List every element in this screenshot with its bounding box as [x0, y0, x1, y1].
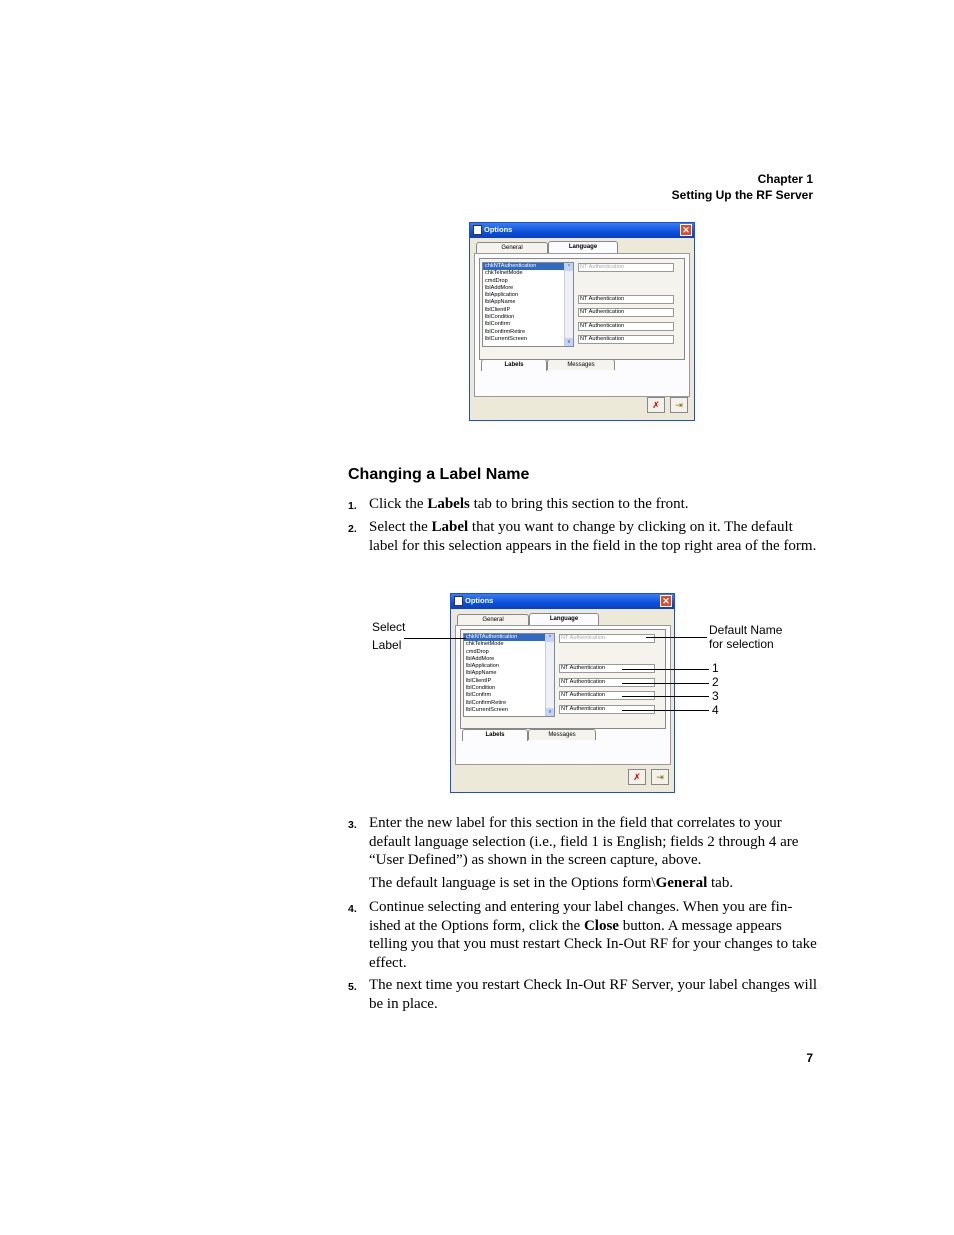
step-text: Click the [369, 496, 428, 512]
list-item[interactable]: cmdDrop [485, 277, 508, 284]
tab-labels[interactable]: Labels [462, 729, 528, 741]
language-panel [474, 253, 690, 397]
label-field-1[interactable]: NT Authentication [578, 295, 674, 304]
label-field-4[interactable]: NT Authentication [559, 705, 655, 714]
step-number: 4. [348, 903, 357, 915]
chapter-title: Setting Up the RF Server [671, 188, 813, 202]
close-keyword: Close [583, 917, 619, 934]
list-item[interactable]: lblConfirm [485, 321, 511, 328]
options-dialog-screenshot-1 [469, 222, 695, 421]
callout-line-4 [622, 710, 709, 711]
list-item[interactable]: chkNTAuthentication [483, 263, 573, 270]
step-5 [348, 976, 818, 1013]
list-item[interactable]: lblCurrentScreen [485, 335, 527, 342]
step-text: Enter the new label for this section in the field that correlates to your default language selection (i.e., field 1 is English; fields 2 through 4 are “User Defined”) as shown in the screen capture, above. [369, 815, 799, 869]
tab-language[interactable]: Language [548, 241, 618, 253]
step-text: that you want to change by clicking on it. The default label for this selection appears in the field in the top right area of the form. [369, 519, 817, 554]
list-item[interactable]: lblAddMore [485, 284, 514, 291]
list-item[interactable]: lblAddMore [466, 655, 495, 662]
dialog-title: Options [465, 596, 494, 605]
step-text: tab to bring this section to the front. [469, 496, 689, 512]
close-icon[interactable]: ✕ [680, 224, 692, 236]
app-icon [454, 596, 463, 606]
callout-line-default [646, 637, 707, 638]
callout-for-selection: for selection [709, 637, 774, 651]
label-field-2[interactable]: NT Authentication [578, 308, 674, 317]
dialog-title-bar [470, 223, 694, 238]
dialog-title-bar [451, 594, 674, 609]
tab-general[interactable]: General [457, 614, 529, 625]
step-3 [348, 814, 818, 870]
list-item[interactable]: lblApplication [466, 663, 499, 670]
step-text: The next time you restart Check In-Out RF Server, your label changes will be in place. [369, 977, 818, 1012]
tab-messages[interactable]: Messages [547, 359, 615, 370]
label-field-2[interactable]: NT Authentication [559, 678, 655, 687]
tab-language[interactable]: Language [529, 613, 599, 625]
scroll-down-icon[interactable]: v [565, 338, 573, 346]
page-number: 7 [806, 1051, 813, 1065]
callout-label: Label [372, 638, 402, 652]
labels-keyword: Labels [427, 496, 470, 512]
tab-labels[interactable]: Labels [481, 359, 547, 371]
section-heading: Changing a Label Name [348, 466, 530, 483]
list-item[interactable]: cmdDrop [466, 648, 489, 655]
scroll-up-icon[interactable]: ^ [546, 634, 554, 642]
list-item[interactable]: lblCurrentScreen [466, 706, 508, 713]
default-name-field[interactable]: NT Authentication [559, 634, 655, 643]
step-1 [348, 495, 818, 514]
callout-number-2: 2 [712, 675, 719, 689]
callout-default-name: Default Name [709, 623, 783, 637]
label-field-3[interactable]: NT Authentication [578, 322, 674, 331]
list-item[interactable]: chkTelnetMode [485, 270, 523, 277]
note-text: The default language is set in the Options form\ [369, 875, 656, 891]
list-item[interactable]: lblConfirmRetire [485, 328, 526, 335]
list-item[interactable]: chkNTAuthentication [464, 634, 554, 641]
callout-line-2 [622, 683, 709, 684]
list-item[interactable]: lblConfirm [466, 692, 492, 699]
step-number: 3. [348, 819, 357, 831]
step-text: Select the [369, 519, 432, 535]
list-item[interactable]: lblClientIP [466, 677, 492, 684]
callout-line-3 [622, 696, 709, 697]
note-text: tab. [707, 875, 734, 891]
step-2 [348, 518, 818, 555]
list-item[interactable]: lblAppName [485, 299, 516, 306]
app-icon [473, 225, 482, 235]
callout-number-3: 3 [712, 689, 719, 703]
chapter-label: Chapter 1 [757, 172, 813, 186]
label-keyword: Label [431, 519, 469, 535]
step-number: 5. [348, 981, 357, 993]
general-keyword: General [655, 875, 708, 891]
label-list[interactable] [482, 262, 574, 347]
list-item[interactable]: lblClientIP [485, 306, 511, 313]
callout-line-select [404, 638, 466, 639]
list-item[interactable]: lblAppName [466, 670, 497, 677]
scroll-down-icon[interactable]: v [546, 708, 554, 716]
exit-button[interactable]: ⇥ [670, 397, 688, 413]
callout-number-1: 1 [712, 661, 719, 675]
cancel-button[interactable]: ✗ [628, 769, 646, 785]
labels-panel [479, 258, 685, 360]
callout-select: Select [372, 620, 406, 634]
default-name-field[interactable]: NT Authentication [578, 263, 674, 272]
step-number: 1. [348, 500, 357, 512]
list-item[interactable]: lblCondition [485, 314, 515, 321]
label-field-1[interactable]: NT Authentication [559, 664, 655, 673]
scrollbar[interactable] [564, 263, 573, 346]
tab-messages[interactable]: Messages [528, 729, 596, 740]
step-text: Continue selecting and entering your label changes. When you are fin-ished at the Options form, click the [369, 899, 793, 934]
dialog-title: Options [484, 225, 513, 234]
close-icon[interactable]: ✕ [660, 595, 672, 607]
step-number: 2. [348, 523, 357, 535]
label-field-4[interactable]: NT Authentication [578, 335, 674, 344]
step-3-note [369, 874, 819, 893]
exit-button[interactable]: ⇥ [651, 769, 669, 785]
scrollbar[interactable] [545, 634, 554, 716]
callout-line-1 [622, 669, 709, 670]
language-panel [455, 625, 671, 765]
list-item[interactable]: lblConfirmRetire [466, 699, 507, 706]
callout-number-4: 4 [712, 703, 719, 717]
step-text: button. A message appears telling you that you must restart Check In-Out RF for your changes to take effect. [369, 917, 817, 971]
list-item[interactable]: lblCondition [466, 685, 496, 692]
list-item[interactable]: lblApplication [485, 292, 518, 299]
scroll-up-icon[interactable]: ^ [565, 263, 573, 271]
labels-panel [460, 629, 666, 729]
label-list[interactable] [463, 633, 555, 717]
list-item[interactable]: chkTelnetMode [466, 641, 504, 648]
label-field-3[interactable]: NT Authentication [559, 691, 655, 700]
cancel-button[interactable]: ✗ [647, 397, 665, 413]
options-dialog-screenshot-2 [450, 593, 675, 793]
tab-general[interactable]: General [476, 242, 548, 253]
step-4 [348, 898, 818, 972]
